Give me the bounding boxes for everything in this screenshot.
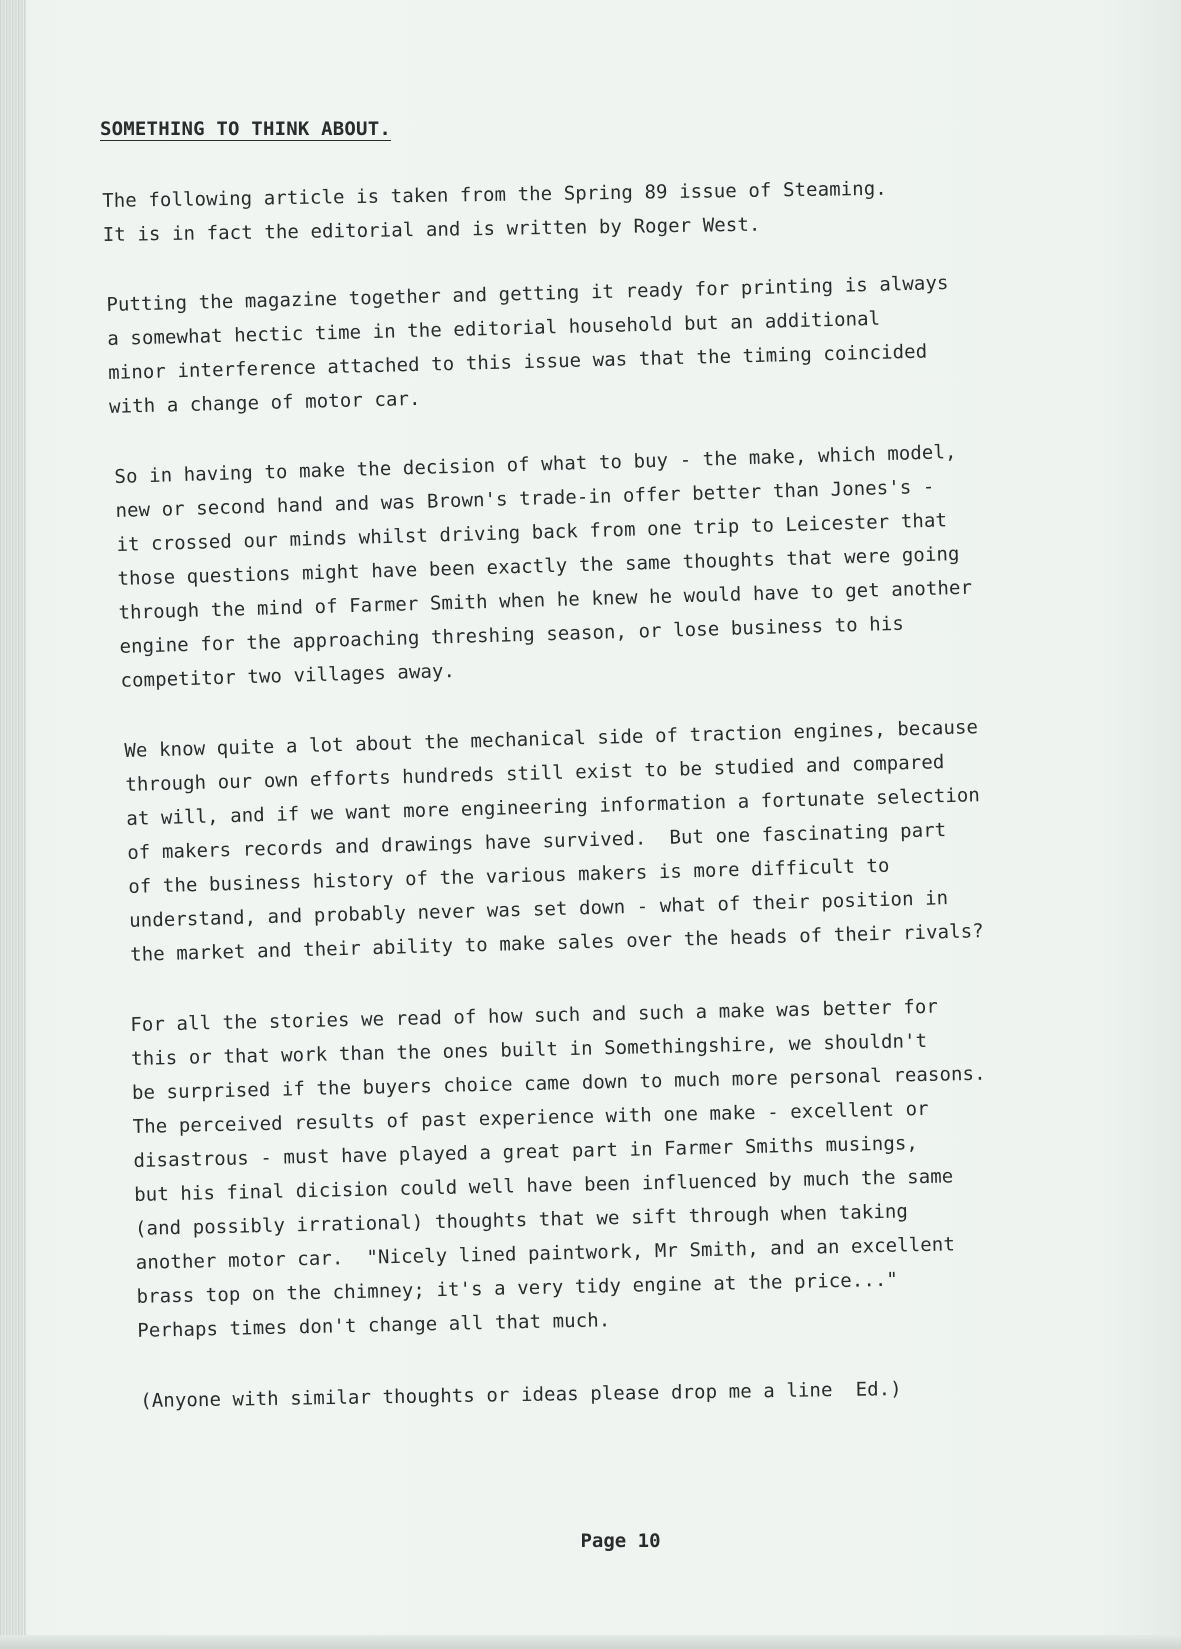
text-line: at will, and if we want more engineering information a fortunate selection xyxy=(126,784,981,830)
article-heading: SOMETHING TO THINK ABOUT. xyxy=(100,118,391,140)
text-line: (Anyone with similar thoughts or ideas please drop me a line Ed.) xyxy=(140,1378,902,1412)
text-line: So in having to make the decision of what to buy - the make, which model, xyxy=(114,441,957,488)
text-line: Putting the magazine together and getting it ready for printing is always xyxy=(106,271,949,316)
text-line: The following article is taken from the Spring 89 issue of Steaming. xyxy=(102,177,887,212)
text-line: competitor two villages away. xyxy=(120,659,456,692)
stacked-page-edges xyxy=(0,0,26,1649)
text-line: new or second hand and was Brown's trade-in offer better than Jones's - xyxy=(115,475,935,522)
text-line: understand, and probably never was set down - what of their position in xyxy=(128,887,949,932)
paragraph-decision xyxy=(114,432,1067,698)
text-line: through our own efforts hundreds still exist to be studied and compared xyxy=(125,751,945,796)
text-line: the market and their ability to make sales over the heads of their rivals? xyxy=(129,920,985,966)
text-line: but his final dicision could well have been influenced by much the same xyxy=(133,1165,954,1206)
article-body xyxy=(100,118,1060,1454)
text-line: another motor car. "Nicely lined paintwork, Mr Smith, and an excellent xyxy=(135,1233,956,1274)
text-line: disastrous - must have played a great part in Farmer Smiths musings, xyxy=(133,1132,919,1172)
text-line: Perhaps times don't change all that much. xyxy=(137,1309,611,1342)
text-line: (and possibly irrational) thoughts that we sift through when taking xyxy=(134,1200,909,1240)
text-line: It is in fact the editorial and is written by Roger West. xyxy=(102,213,761,246)
page-number-text: Page 10 xyxy=(580,1530,661,1552)
page-bottom-edge xyxy=(0,1635,1181,1649)
text-line: For all the stories we read of how such and such a make was better for xyxy=(130,995,939,1036)
paragraph-magazine xyxy=(106,263,1063,424)
text-line: through the mind of Farmer Smith when he knew he would have to get another xyxy=(118,576,973,624)
text-line: of makers records and drawings have survived. But one fascinating part xyxy=(127,819,947,864)
text-line: this or that work than the ones built in Somethingshire, we shouldn't xyxy=(130,1029,928,1070)
paragraph-intro xyxy=(102,169,1061,252)
text-line: a somewhat hectic time in the editorial household but an additional xyxy=(107,307,881,350)
text-line: be surprised if the buyers choice came down to much more personal reasons. xyxy=(131,1062,986,1104)
text-line: We know quite a lot about the mechanical side of traction engines, because xyxy=(124,716,979,762)
text-line: those questions might have been exactly the same thoughts that were going xyxy=(117,542,960,590)
text-line: minor interference attached to this issue was that the timing coincided xyxy=(107,340,928,384)
text-line: with a change of motor car. xyxy=(108,387,421,418)
page-number xyxy=(0,1530,1181,1552)
paragraph-stories xyxy=(130,987,1067,1348)
paragraph-editor-note xyxy=(140,1370,1060,1418)
paragraph-mechanical xyxy=(124,708,1066,972)
text-line: brass top on the chimney; it's a very tidy engine at the price..." xyxy=(136,1268,899,1308)
text-line: The perceived results of past experience with one make - excellent or xyxy=(132,1097,929,1138)
text-line: of the business history of the various makers is more difficult to xyxy=(127,854,890,898)
text-line: engine for the approaching threshing season, or lose business to his xyxy=(119,612,905,658)
text-line: it crossed our minds whilst driving back from one trip to Leicester that xyxy=(116,509,948,556)
